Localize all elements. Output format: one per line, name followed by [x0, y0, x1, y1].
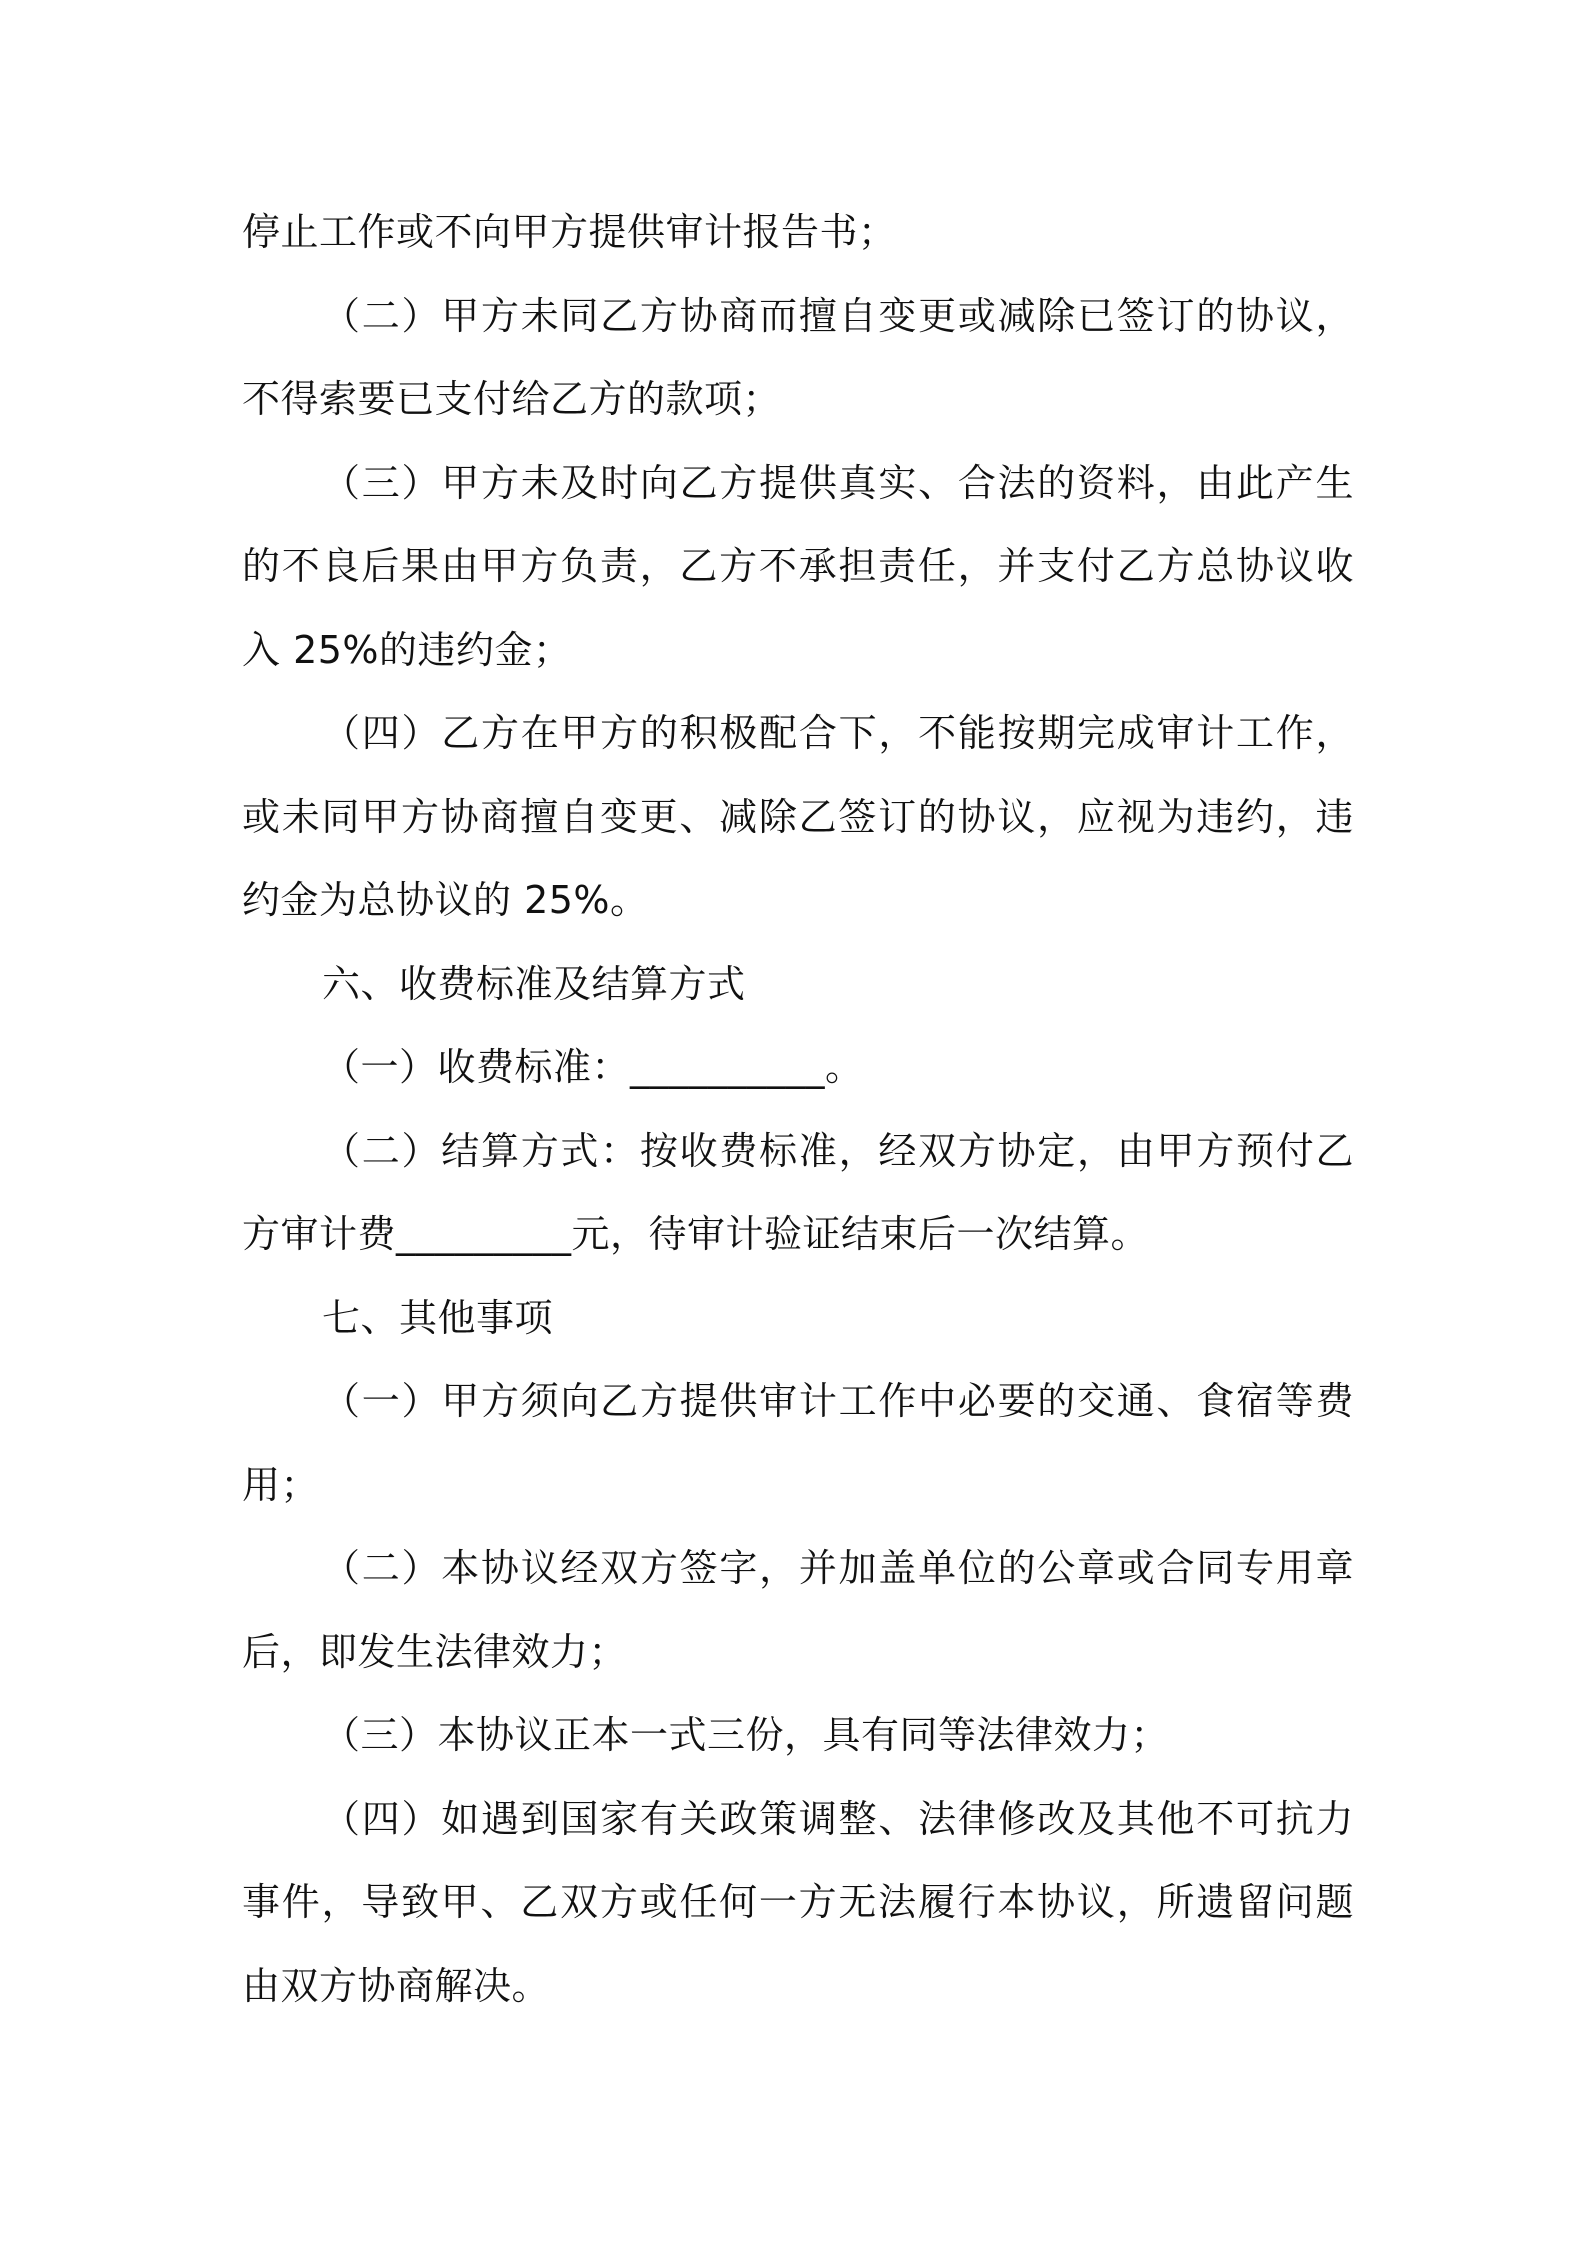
paragraph-line: （四）乙方在甲方的积极配合下，不能按期完成审计工作，: [322, 711, 1354, 755]
paragraph-line: 事件，导致甲、乙双方或任何一方无法履行本协议，所遗留问题: [242, 1880, 1354, 1924]
paragraph-line: （一）甲方须向乙方提供审计工作中必要的交通、食宿等费: [322, 1379, 1354, 1423]
document-body: [242, 191, 1354, 2028]
paragraph-line: （二）甲方未同乙方协商而擅自变更或减除已签订的协议，: [322, 293, 1354, 338]
paragraph-line: 的不良后果由甲方负责，乙方不承担责任，并支付乙方总协议收: [242, 544, 1354, 588]
paragraph-line: 方审计费_________元，待审计验证结束后一次结算。: [242, 1212, 1150, 1256]
paragraph-line: 由双方协商解决。: [242, 1963, 551, 2008]
section-heading: 七、其他事项: [322, 1295, 554, 1340]
paragraph-line: （三）本协议正本一式三份，具有同等法律效力；: [322, 1713, 1170, 1757]
paragraph-line: （一）收费标准：__________。: [322, 1045, 864, 1089]
paragraph-line: 后，即发生法律效力；: [242, 1629, 628, 1674]
paragraph-line: 入 25%的违约金；: [242, 627, 572, 672]
paragraph-line: （三）甲方未及时向乙方提供真实、合法的资料，由此产生: [322, 460, 1354, 505]
paragraph-line: 约金为总协议的 25%。: [242, 878, 649, 922]
paragraph-line: （四）如遇到国家有关政策调整、法律修改及其他不可抗力: [322, 1796, 1354, 1841]
paragraph-line: 或未同甲方协商擅自变更、减除乙签订的协议，应视为违约，违: [242, 794, 1354, 839]
paragraph-line: 停止工作或不向甲方提供审计报告书；: [242, 210, 897, 254]
section-heading: 六、收费标准及结算方式: [322, 961, 746, 1006]
paragraph-line: 不得索要已支付给乙方的款项；: [242, 377, 782, 421]
paragraph-line: 用；: [242, 1462, 320, 1507]
paragraph-line: （二）本协议经双方签字，并加盖单位的公章或合同专用章: [322, 1546, 1354, 1590]
paragraph-line: （二）结算方式：按收费标准，经双方协定，由甲方预付乙: [322, 1128, 1354, 1173]
